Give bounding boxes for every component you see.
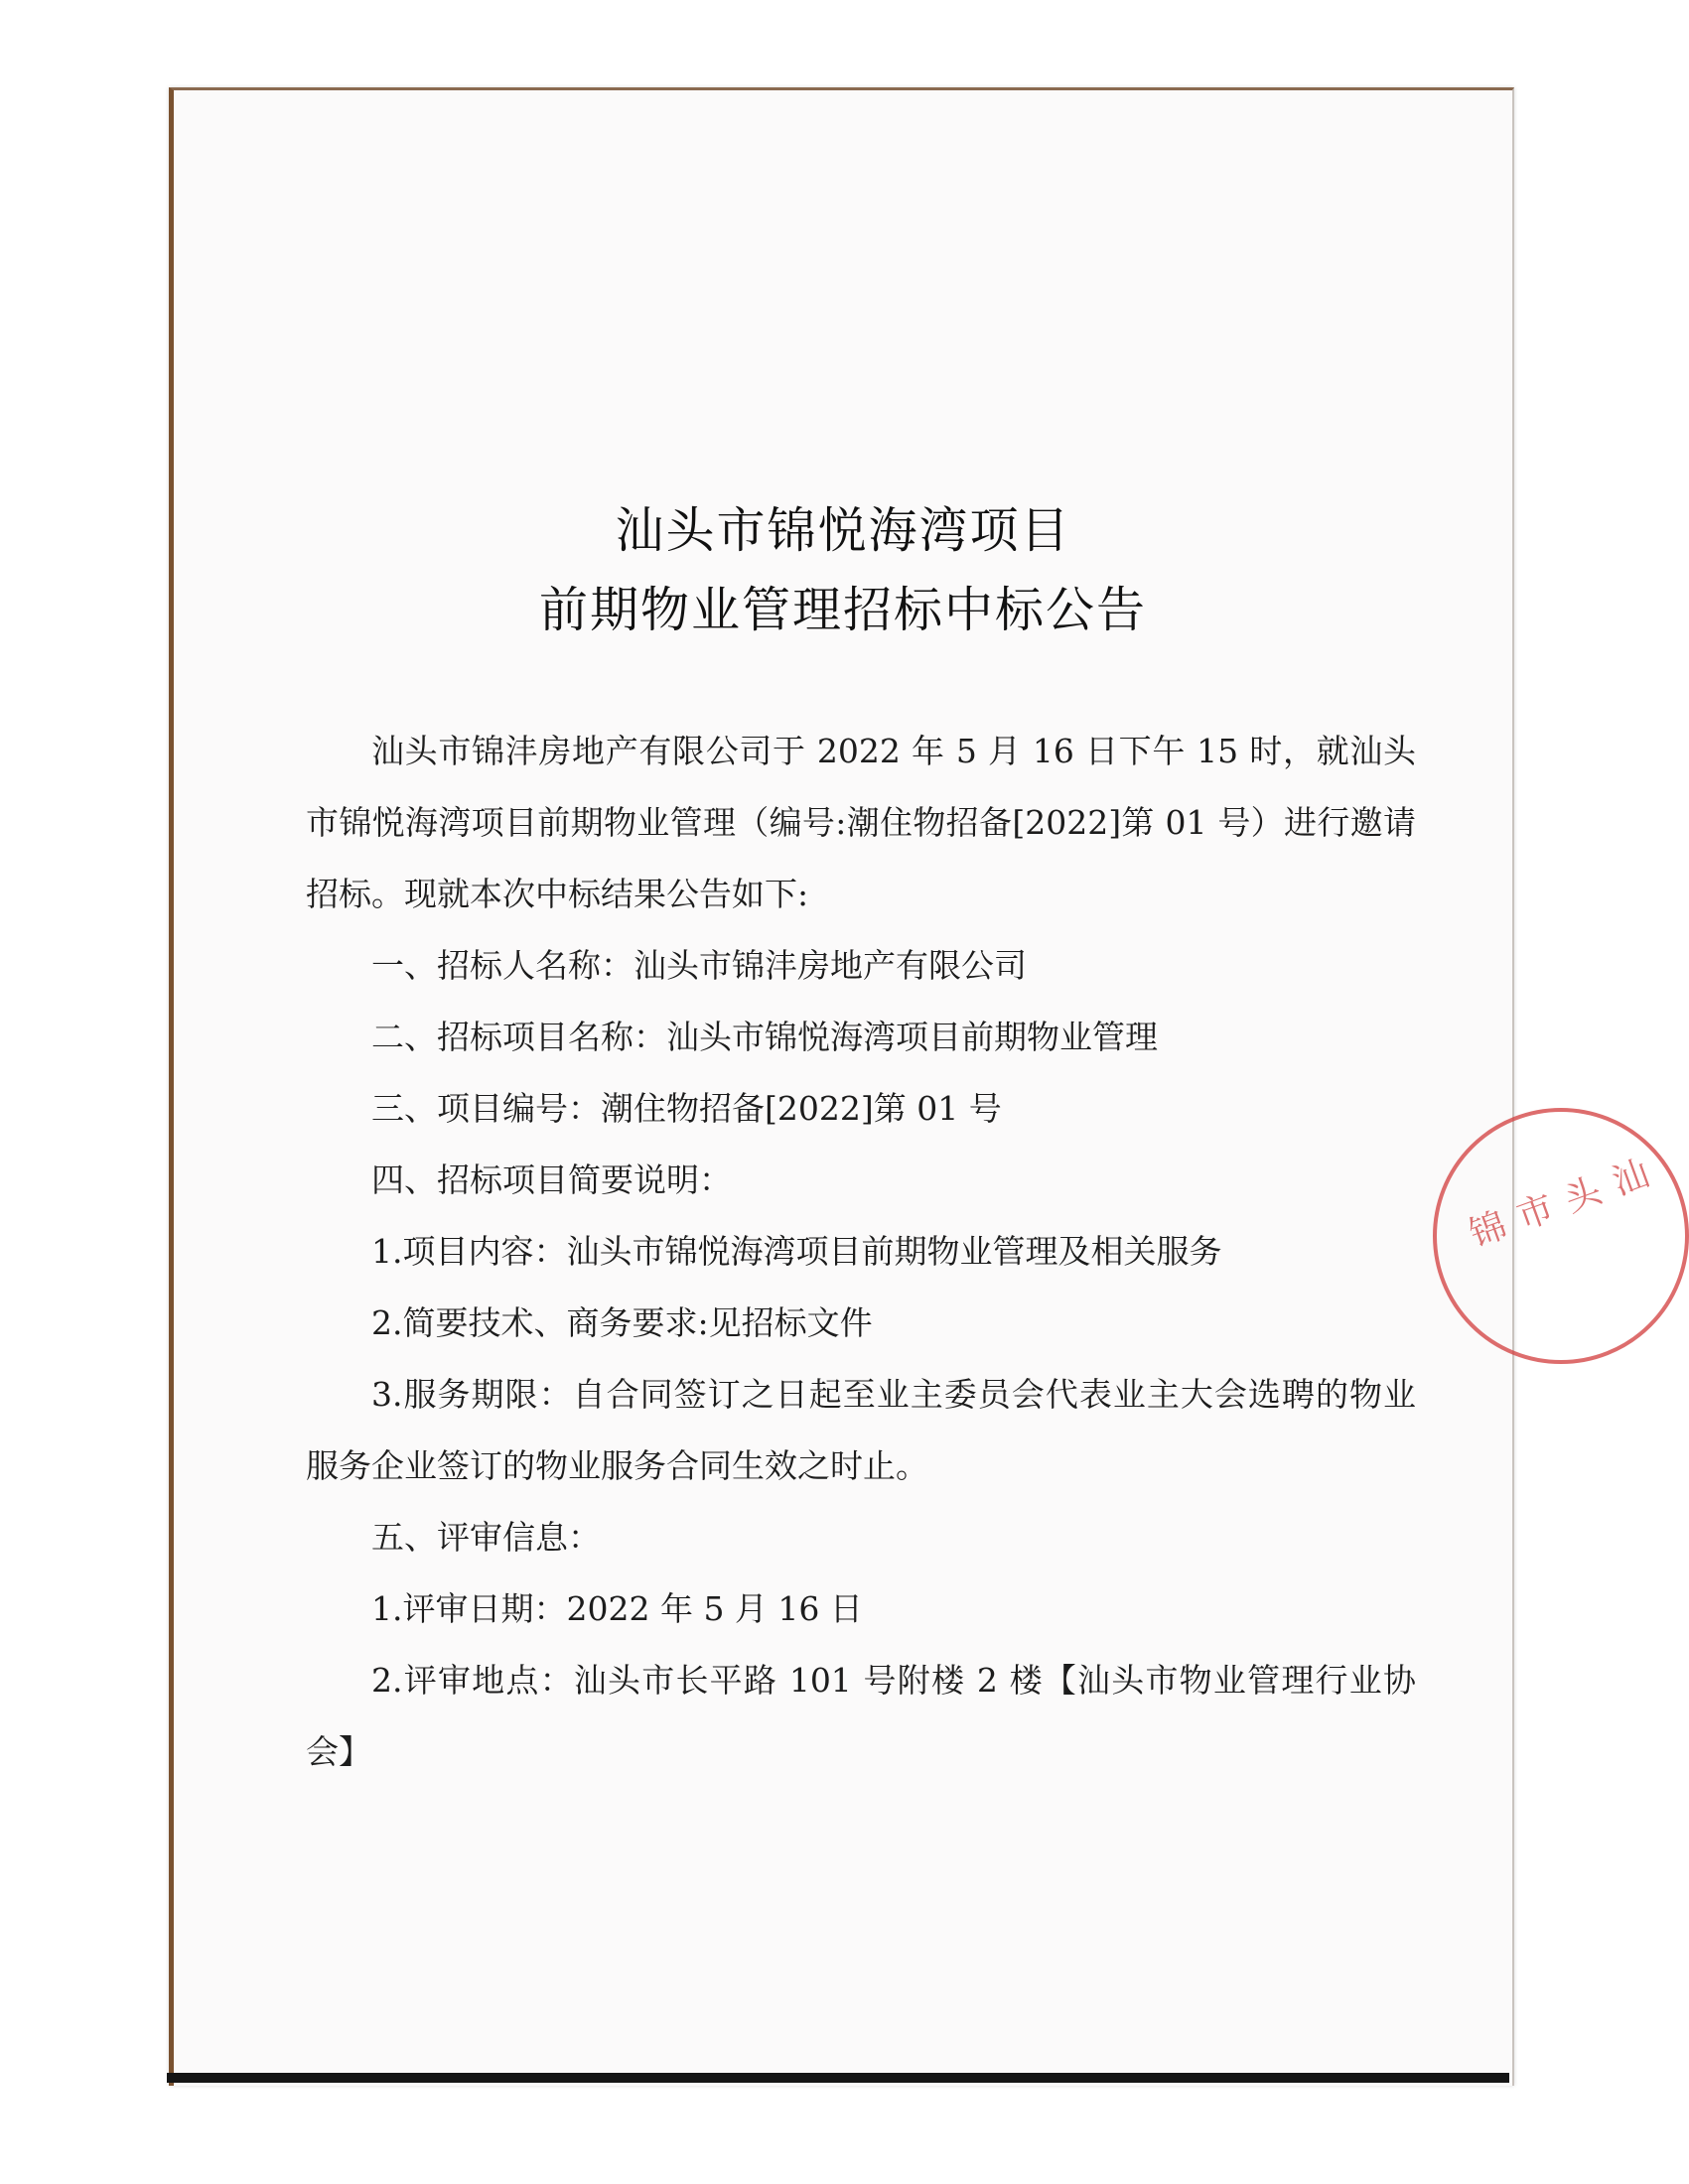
summary-item-service-period: 3.服务期限：自合同签订之日起至业主委员会代表业主大会选聘的物业服务企业签订的物业服务合同生效之时止。 xyxy=(306,1375,1416,1485)
section-tenderer-name: 一、招标人名称：汕头市锦沣房地产有限公司 xyxy=(371,946,1027,985)
review-item-date: 1.评审日期：2022 年 5 月 16 日 xyxy=(371,1589,863,1628)
document-title-line-2: 前期物业管理招标中标公告 xyxy=(538,582,1147,638)
document-body xyxy=(306,716,1416,1788)
summary-item-content: 1.项目内容：汕头市锦悦海湾项目前期物业管理及相关服务 xyxy=(371,1232,1222,1271)
intro-paragraph: 汕头市锦沣房地产有限公司于 2022 年 5 月 16 日下午 15 时，就汕头市锦悦海湾项目前期物业管理（编号:潮住物招备[2022]第 01 号）进行邀请招标。现就本次中标结果公告如下: xyxy=(306,732,1416,913)
section-project-number: 三、项目编号：潮住物招备[2022]第 01 号 xyxy=(371,1089,1002,1128)
page-bottom-edge xyxy=(167,2073,1509,2083)
seal-text: 汕头市锦 xyxy=(1459,1153,1653,1254)
review-item-location: 2.评审地点：汕头市长平路 101 号附楼 2 楼【汕头市物业管理行业协会】 xyxy=(306,1661,1416,1771)
document-page xyxy=(169,87,1653,2086)
summary-item-requirements: 2.简要技术、商务要求:见招标文件 xyxy=(371,1303,873,1342)
section-review-info-heading: 五、评审信息： xyxy=(371,1518,601,1557)
document-title-line-1: 汕头市锦悦海湾项目 xyxy=(615,502,1071,559)
section-project-summary-heading: 四、招标项目简要说明： xyxy=(371,1160,732,1199)
section-project-name: 二、招标项目名称：汕头市锦悦海湾项目前期物业管理 xyxy=(371,1018,1158,1056)
